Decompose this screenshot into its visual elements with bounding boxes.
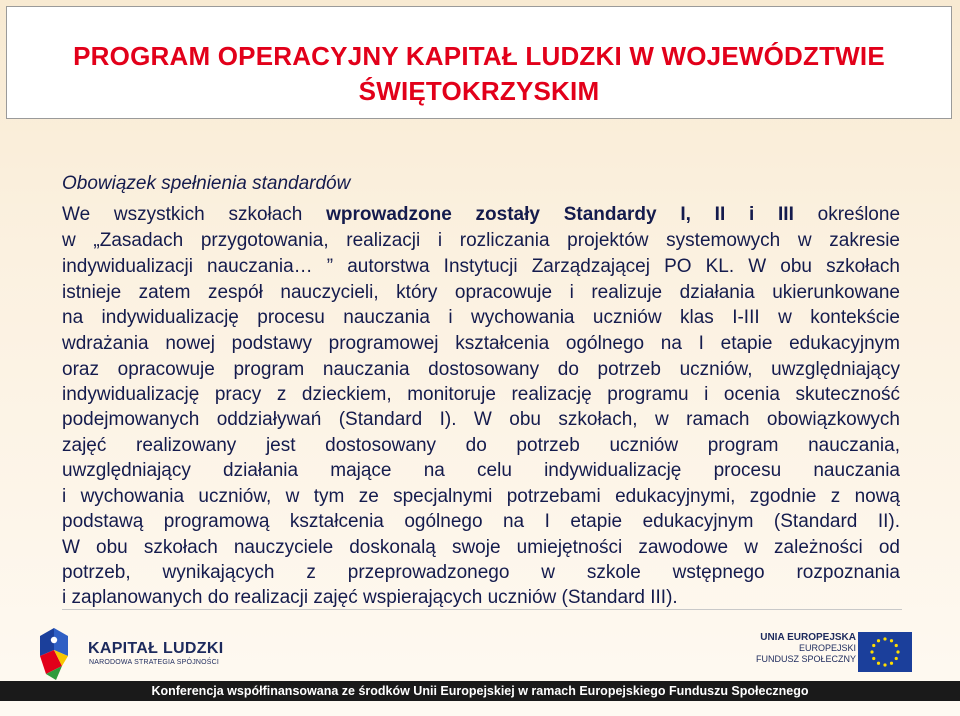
- body-line-6: wdrażania nowej podstawy programowej kształcenia ogólnego na I etapie edukacyjnym: [62, 333, 900, 354]
- footer-text: Konferencja współfinansowana ze środków Unii Europejskiej w ramach Europejskiego Funduszu Społecznego: [151, 684, 809, 698]
- eu-star-icon: [872, 657, 875, 660]
- body-line-14: W obu szkołach nauczyciele doskonalą swoje umiejętności zawodowe w zależności od: [62, 537, 900, 558]
- eu-star-icon: [877, 639, 880, 642]
- section-subtitle: Obowiązek spełnienia standardów: [62, 173, 351, 194]
- body-line-7: oraz opracowuje program nauczania dostosowany do potrzeb uczniów, uwzględniający: [62, 359, 900, 380]
- kapital-ludzki-flag-icon: [34, 626, 82, 680]
- body-line-12: i wychowania uczniów, w tym ze specjalnymi potrzebami edukacyjnymi, zgodnie z nową: [62, 486, 900, 507]
- page-title-line-1: PROGRAM OPERACYJNY KAPITAŁ LUDZKI W WOJEWÓDZTWIE: [73, 41, 885, 71]
- body-line-10: zajęć realizowany jest dostosowany do potrzeb uczniów program nauczania,: [62, 435, 900, 456]
- body-line-4: istnieje zatem zespół nauczycieli, który opracowuje i realizuje działania ukierunkowane: [62, 282, 900, 303]
- kapital-ludzki-subtitle: NARODOWA STRATEGIA SPÓJNOŚCI: [89, 659, 220, 666]
- body-line-8: indywidualizację pracy z dzieckiem, monitoruje realizację programu i ocenia skuteczność: [62, 384, 900, 405]
- eu-flag-icon: [858, 632, 912, 672]
- divider: [62, 609, 902, 610]
- eu-star-icon: [877, 662, 880, 665]
- eu-star-icon: [870, 650, 873, 653]
- eu-star-icon: [890, 662, 893, 665]
- body-line-11: uwzględniający działania mające na celu indywidualizację procesu nauczania: [62, 460, 900, 481]
- page-title-line-2: ŚWIĘTOKRZYSKIM: [358, 76, 600, 106]
- eu-logo-line-3: FUNDUSZ SPOŁECZNY: [755, 654, 856, 664]
- eu-star-icon: [896, 650, 899, 653]
- eu-logo-text: [756, 632, 856, 665]
- eu-star-icon: [895, 657, 898, 660]
- eu-star-icon: [872, 644, 875, 647]
- eu-star-icon: [895, 644, 898, 647]
- eu-star-icon: [890, 639, 893, 642]
- body-line-5: na indywidualizację procesu nauczania i wychowania uczniów klas I-III w kontekście: [62, 307, 900, 328]
- body-line-1-emphasis: wprowadzone zostały Standardy I, II i III: [326, 204, 794, 225]
- body-line-16: i zaplanowanych do realizacji zajęć wspierających uczniów (Standard III).: [62, 587, 678, 608]
- body-line-2: w „Zasadach przygotowania, realizacji i rozliczania projektów systemowych w zakresie: [62, 230, 900, 251]
- body-line-3: indywidualizacji nauczania… ” autorstwa Instytucji Zarządzającej PO KL. W obu szkołach: [62, 256, 900, 277]
- eu-logo-line-1: UNIA EUROPEJSKA: [760, 632, 856, 643]
- eu-star-icon: [883, 663, 886, 666]
- eu-star-icon: [883, 637, 886, 640]
- body-line-1-end: określone: [817, 204, 901, 225]
- body-line-13: podstawą programową kształcenia ogólnego na I etapie edukacyjnym (Standard II).: [62, 511, 900, 532]
- kapital-ludzki-name: KAPITAŁ LUDZKI: [88, 640, 224, 657]
- title-box: [6, 6, 952, 119]
- body-line-1-start: We wszystkich szkołach: [62, 204, 303, 225]
- body-line-1: [62, 202, 900, 227]
- body-line-9: podejmowanych oddziaływań (Standard I). W obu szkołach, w ramach obowiązkowych: [62, 409, 900, 430]
- eu-logo: [750, 632, 912, 678]
- eu-logo-line-2: EUROPEJSKI: [798, 643, 856, 653]
- body-line-15: potrzeb, wynikających z przeprowadzonego w szkole wstępnego rozpoznania: [62, 562, 900, 583]
- kapital-ludzki-logo: [34, 626, 224, 682]
